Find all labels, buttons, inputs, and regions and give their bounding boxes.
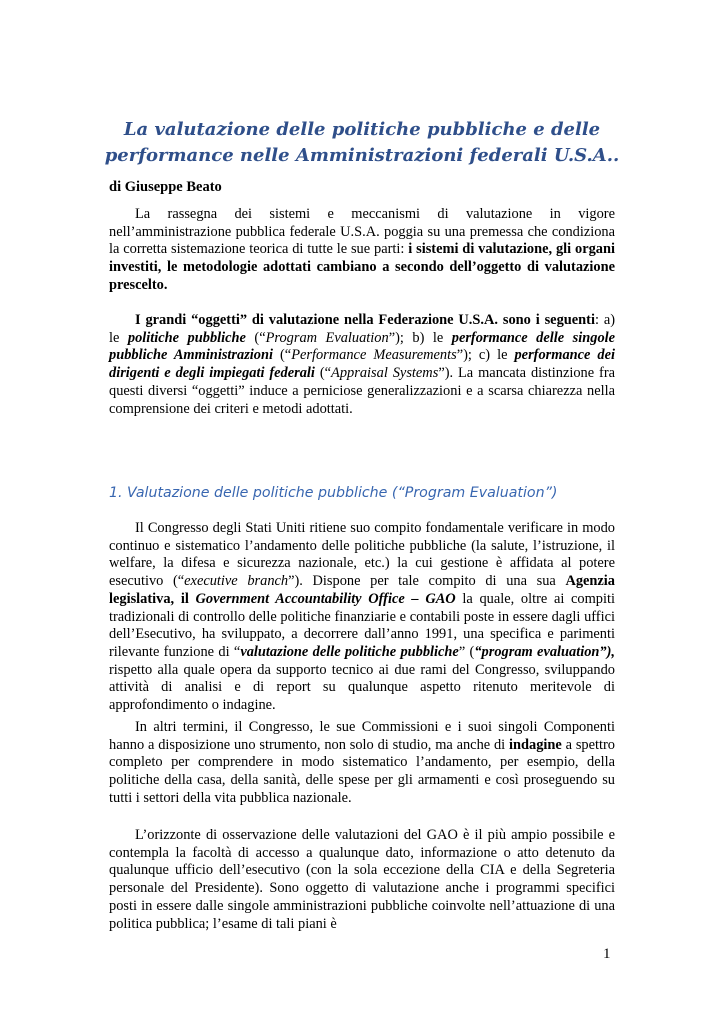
congress-text: la quale, oltre ai compiti tradizionali di controllo delle politiche finanziarie e contabili poste in essere dagli uffici dell’Esecutivo, ha sviluppato, a decorrere dall’anno 1991, una specifica e parimenti rilevante funzione di “ xyxy=(109,590,616,660)
objects-text: (“ xyxy=(314,365,332,382)
congress-text: ”). Dispone per tale compito di una sua xyxy=(288,573,566,590)
objects-text: (“ xyxy=(273,347,292,364)
title-line-1: La valutazione delle politiche pubbliche e delle xyxy=(123,119,601,140)
intro-text: La rassegna dei sistemi e meccanismi di valutazione in vigore nell’amministrazione pubblica federale U.S.A. poggia su una premessa che condiziona la corretta sistemazione teorica di tutte le sue parti: xyxy=(109,206,615,258)
other-terms-text: In altri termini, il Congresso, le sue Commissioni e i suoi singoli Componenti hanno a disposizione uno strumento, non solo di studio, ma anche di xyxy=(109,719,615,753)
congress-term-executive-branch: executive branch xyxy=(184,573,289,590)
congress-text: Il Congresso degli Stati Uniti ritiene suo compito fondamentale verificare in modo continuo e sistematico l’andamento delle politiche pubbliche (la salute, l’istruzione, il welfare, la difesa e sicurezza nazionale, etc.) la cui gestione è affidata al potere esecutivo (“ xyxy=(109,520,615,590)
document-title xyxy=(100,117,624,169)
objects-text: ”); c) le xyxy=(456,347,515,364)
congress-text: ” ( xyxy=(458,643,475,660)
congress-term-policy-evaluation: valutazione delle politiche pubbliche xyxy=(240,643,459,660)
paragraph-congress xyxy=(109,520,615,715)
objects-text: ”). La mancata distinzione fra questi diversi “oggetti” induce a perniciose generalizzazioni e a scarsa chiarezza nella comprensione dei criteri e metodi adottati. xyxy=(109,365,616,417)
paragraph-gao-horizon xyxy=(109,827,615,933)
other-terms-bold: indagine xyxy=(509,736,562,753)
paragraph-other-terms xyxy=(109,719,615,808)
objects-lead: I grandi “oggetti” di valutazione nella Federazione U.S.A. sono i seguenti xyxy=(135,312,595,328)
objects-term-performance-admin: performance delle singole pubbliche Amministrazioni xyxy=(109,329,616,364)
objects-text: ”); b) le xyxy=(388,329,452,346)
objects-term-performance-measurements: Performance Measurements xyxy=(291,347,457,364)
paragraph-intro xyxy=(109,206,615,295)
page-number: 1 xyxy=(603,946,611,962)
author-byline: di Giuseppe Beato xyxy=(109,179,222,195)
objects-text: (“ xyxy=(245,329,266,346)
objects-term-policies: politiche pubbliche xyxy=(127,329,246,346)
gao-horizon-text: L’orizzonte di osservazione delle valutazioni del GAO è il più ampio possibile e contempla la facoltà di accesso a qualunque dato, informazione o atto detenuto da qualunque ufficio dell’esecutivo (con la sola eccezione della CIA e della Segreteria personale del Presidente). Sono oggetto di valutazione anche i programmi specifici posti in essere dalle singole amministrazioni pubbliche coinvolte nell’attuazione di una politica pubblica; l’esame di tali piani è xyxy=(109,827,615,932)
congress-term-program-evaluation: “program evaluation”), xyxy=(474,643,616,660)
objects-term-performance-staff: performance dei dirigenti e degli impiegati federali xyxy=(109,347,616,382)
title-line-2: performance nelle Amministrazioni federali U.S.A.. xyxy=(104,145,620,166)
congress-term-gao: Government Accountability Office – GAO xyxy=(195,590,456,607)
congress-text: rispetto alla quale opera da supporto tecnico ai due rami del Congresso, sviluppando attività di analisi e di report su qualunque aspetto ritenuto meritevole di approfondimento o indagine. xyxy=(109,661,615,714)
section-heading-1: 1. Valutazione delle politiche pubbliche (“Program Evaluation”) xyxy=(109,485,558,501)
intro-bold-text: i sistemi di valutazione, gli organi investiti, le metodologie adottati cambiano a secondo dell’oggetto di valutazione prescelto. xyxy=(109,241,616,293)
objects-text: : a) le xyxy=(109,312,615,346)
paragraph-objects xyxy=(109,312,615,418)
objects-term-program-evaluation: Program Evaluation xyxy=(265,329,389,346)
objects-term-appraisal-systems: Appraisal Systems xyxy=(331,365,439,382)
other-terms-text: a spettro completo per comprendere in modo sistematico l’andamento, per esempio, della politiche della casa, della sanità, delle spese per gli armamenti e così proseguendo su tutti i settori della vita pubblica nazionale. xyxy=(109,736,615,806)
congress-agency: Agenzia legislativa, il xyxy=(109,573,615,607)
